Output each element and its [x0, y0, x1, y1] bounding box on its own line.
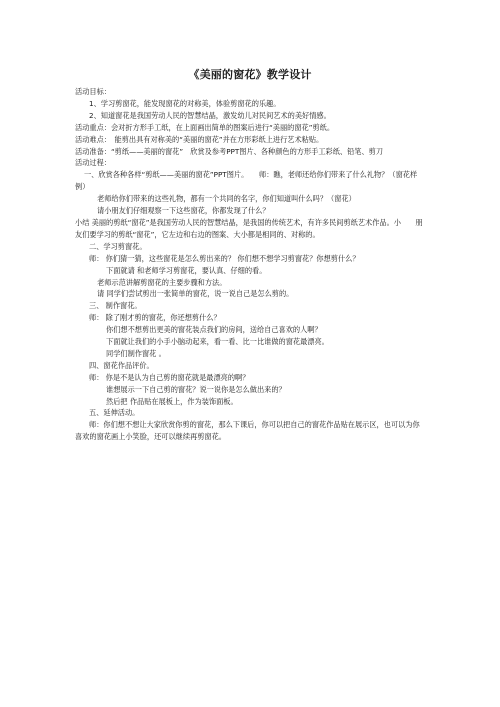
- document-title: 《美丽的窗花》教学设计: [188, 68, 312, 81]
- step-four: 四、窗花作品评价。: [89, 360, 154, 370]
- paragraph: 师： 你们猜一猜，这些窗花是怎么剪出来的？ 你们想不想学习剪窗花？你想剪什么？: [89, 253, 360, 263]
- goal-item: 2、知道窗花是我国劳动人民的智慧结晶，激发幼儿对民间艺术的美好情感。: [89, 110, 331, 120]
- goal-item: 1、学习剪窗花，能发现窗花的对称美，体验剪窗花的乐趣。: [89, 98, 281, 108]
- section-heading-process: 活动过程：: [75, 158, 111, 168]
- paragraph: 然后把 作品贴在展板上，作为装饰面板。: [106, 396, 238, 406]
- paragraph: 下面就请 和老师学习剪窗花，要认真、仔细的看。: [106, 265, 267, 275]
- paragraph: 老师给你们带来的这些礼物，都有一个共同的名字，你们知道叫什么吗？（窗花）: [97, 194, 356, 204]
- difficult-point: 活动难点： 能剪出具有对称美的“美丽的窗花”并在方形彩纸上进行艺术粘贴。: [75, 134, 324, 144]
- paragraph: 同学们制作窗花 。: [106, 348, 166, 358]
- paragraph: 请 同学们尝试剪出一张简单的窗花，说一说自己是怎么剪的。: [97, 289, 294, 299]
- step-one: 一、欣赏各种各样“剪纸——美丽的窗花”PPT图片。 师：瞧，老师还给你们带来了什么礼物？（窗花样例）: [75, 170, 418, 192]
- step-five: 五、延伸活动。: [89, 408, 140, 418]
- paragraph: 你们想不想剪出更美的窗花装点我们的房间，送给自己喜欢的人啊？: [106, 325, 322, 335]
- step-two: 二、学习剪窗花。: [89, 241, 147, 251]
- step-three: 三、 制作窗花。: [89, 301, 142, 311]
- paragraph: 老师示范讲解剪窗花的主要步骤和方法。: [97, 277, 227, 287]
- paragraph: 谁想展示一下自己剪的窗花？说一说你是怎么做出来的？: [106, 384, 286, 394]
- preparation: 活动准备：“剪纸——美丽的窗花” 欣赏及参考PPT图片、各种颜色的方形手工彩纸、铅笔、剪刀: [75, 146, 384, 156]
- summary-paragraph: 小结 美丽的剪纸“窗花”是我国劳动人民的智慧结晶，是我国的传统艺术，有许多民间剪纸艺术作品。小 朋友们要学习的剪纸“窗花”，它左边和右边的图案、大小都是相同的、对称的。: [75, 217, 423, 239]
- paragraph: 请小朋友们仔细观察一下这些窗花，你都发现了什么？: [97, 206, 270, 216]
- section-heading-goals: 活动目标：: [75, 87, 111, 96]
- paragraph: 下面就让我们的小手小脑动起来，看一看、比一比谁做的窗花最漂亮。: [106, 337, 329, 347]
- document-body: [75, 86, 442, 443]
- paragraph: 师： 除了刚才剪的窗花，你还想剪什么？: [89, 313, 221, 323]
- paragraph: 师：你们想不想让大家欣赏你剪的窗花，那么下课后，你可以把自己的窗花作品贴在展示区，也可以为你 喜欢的窗花画上小笑脸，还可以继续再剪窗花。: [75, 420, 442, 442]
- paragraph: 师： 你是不是认为自己剪的窗花就是最漂亮的啊？: [89, 372, 250, 382]
- key-point: 活动重点：会对折方形手工纸，在上面画出简单的图案后进行“美丽的窗花”剪纸。: [75, 122, 335, 132]
